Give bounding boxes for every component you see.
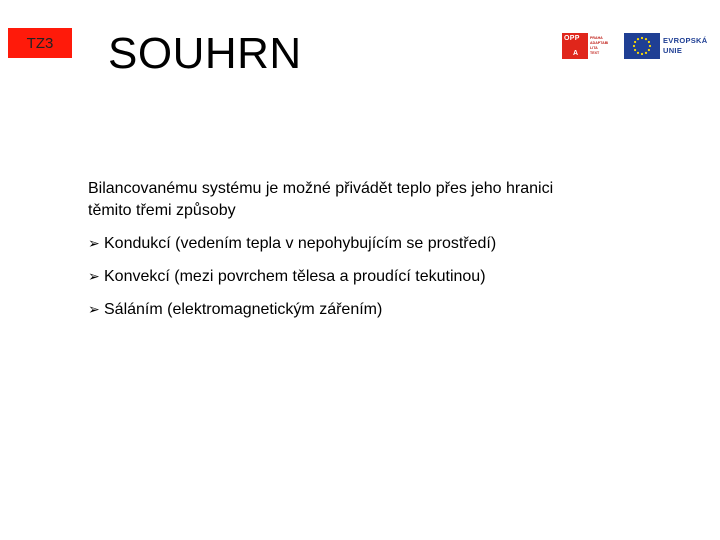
opp-logo-label: OPP bbox=[564, 35, 580, 42]
eu-flag-icon bbox=[624, 33, 660, 59]
bullet-text: Kondukcí (vedením tepla v nepohybujícím se prostředí) bbox=[104, 235, 497, 252]
opp-logo-text-line: ADAPTABI bbox=[590, 41, 609, 45]
slide-content bbox=[88, 178, 578, 331]
bullet-list bbox=[88, 232, 578, 321]
eu-logo-text bbox=[663, 36, 708, 56]
opp-logo-letter: A bbox=[573, 50, 579, 57]
bullet-item bbox=[88, 265, 578, 288]
arrow-bullet-icon: ➢ bbox=[88, 301, 100, 317]
opp-logo-text-line: TEXT bbox=[590, 51, 600, 55]
bullet-text: Konvekcí (mezi povrchem tělesa a proudící tekutinou) bbox=[104, 268, 486, 285]
arrow-bullet-icon: ➢ bbox=[88, 235, 100, 251]
arrow-bullet-icon: ➢ bbox=[88, 268, 100, 284]
bullet-text: Sáláním (elektromagnetickým zářením) bbox=[104, 301, 383, 318]
opp-logo-text bbox=[590, 36, 616, 56]
intro-paragraph: Bilancovanému systému je možné přivádět teplo přes jeho hranici těmito třemi způsoby bbox=[88, 180, 554, 219]
eu-logo-text-line: UNIE bbox=[663, 46, 683, 55]
opp-logo bbox=[562, 33, 588, 59]
bullet-item bbox=[88, 298, 578, 321]
slide-code-badge: TZ3 bbox=[8, 28, 72, 58]
opp-logo-text-line: PRAHA bbox=[590, 36, 603, 40]
bullet-item bbox=[88, 232, 578, 255]
logos bbox=[562, 32, 708, 60]
eu-logo-text-line: EVROPSKÁ bbox=[663, 36, 708, 45]
opp-logo-text-line: LITA bbox=[590, 46, 598, 50]
slide-title: SOUHRN bbox=[108, 29, 302, 78]
